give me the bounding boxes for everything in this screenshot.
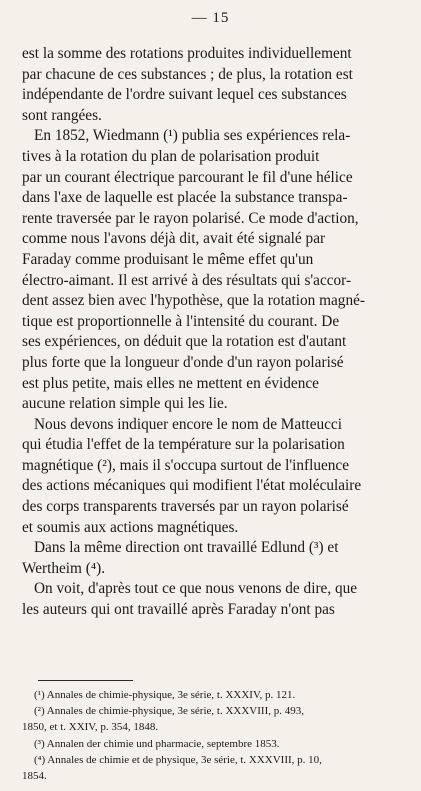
paragraph — [22, 579, 399, 620]
text-line: Faraday comme produisant le même effet qu'un — [22, 250, 314, 268]
text-line: magnétique (²), mais il s'occupa surtout de l'influence — [22, 456, 349, 474]
text-line: En 1852, Wiedmann (¹) publia ses expériences rela- — [34, 127, 351, 145]
footnote-continuation: 1854. — [22, 770, 47, 783]
paragraph — [22, 538, 399, 579]
text-line: rente traversée par le rayon polarisé. Ce mode d'action, — [22, 209, 359, 227]
text-line: tique est proportionnelle à l'intensité du courant. De — [22, 312, 340, 330]
text-line: plus forte que la longueur d'onde d'un rayon polarisé — [22, 353, 344, 371]
footnote: (⁴) Annales de chimie et de physique, 3e série, t. XXXVIII, p. 10, — [34, 753, 322, 766]
text-line: sont rangées. — [22, 106, 102, 124]
text-line: Nous devons indiquer encore le nom de Matteucci — [34, 415, 342, 433]
footnote: (³) Annalen der chimie und pharmacie, septembre 1853. — [34, 737, 280, 750]
text-line: des actions mécaniques qui modifient l'état moléculaire — [22, 477, 362, 495]
body-text — [22, 44, 399, 621]
text-line: dans l'axe de laquelle est placée la substance transpa- — [22, 189, 348, 207]
text-line: On voit, d'après tout ce que nous venons de dire, que — [34, 580, 358, 598]
paragraph — [22, 44, 399, 126]
text-line: Wertheim (⁴). — [22, 559, 106, 577]
text-line: indépendante de l'ordre suivant lequel ces substances — [22, 86, 347, 104]
text-line: est la somme des rotations produites individuellement — [22, 45, 352, 62]
text-line: aucune relation simple qui les lie. — [22, 395, 228, 413]
text-line: les auteurs qui ont travaillé après Faraday n'ont pas — [22, 601, 335, 619]
paragraph — [22, 126, 399, 414]
footnote: (²) Annales de chimie-physique, 3e série, t. XXXVIII, p. 493, — [34, 705, 304, 718]
text-line: dent assez bien avec l'hypothèse, que la rotation magné- — [22, 292, 365, 310]
footnote: (¹) Annales de chimie-physique, 3e série, t. XXXIV, p. 121. — [34, 689, 296, 701]
paragraph — [22, 415, 399, 539]
text-line: ses expériences, on déduit que la rotation est d'autant — [22, 333, 347, 351]
text-line: par un courant électrique parcourant le fil d'une hélice — [22, 168, 353, 186]
page-number: — 15 — [191, 10, 230, 26]
footnote-divider — [38, 680, 133, 681]
text-line: est plus petite, mais elles ne mettent en évidence — [22, 374, 319, 392]
text-line: qui étudia l'effet de la température sur la polarisation — [22, 436, 345, 454]
text-line: électro-aimant. Il est arrivé à des résultats qui s'accor- — [22, 271, 352, 289]
text-line: Dans la même direction ont travaillé Edlund (³) et — [34, 539, 339, 557]
text-line: comme nous l'avons déjà dit, avait été signalé par — [22, 230, 326, 248]
text-line: par chacune de ces substances ; de plus, la rotation est — [22, 65, 353, 83]
text-line: tives à la rotation du plan de polarisation produit — [22, 147, 320, 165]
text-line: et soumis aux actions magnétiques. — [22, 518, 239, 536]
footnote-continuation: 1850, et t. XXIV, p. 354, 1848. — [22, 721, 159, 734]
footnotes — [22, 687, 399, 784]
text-line: des corps transparents traversés par un rayon polarisé — [22, 498, 349, 516]
